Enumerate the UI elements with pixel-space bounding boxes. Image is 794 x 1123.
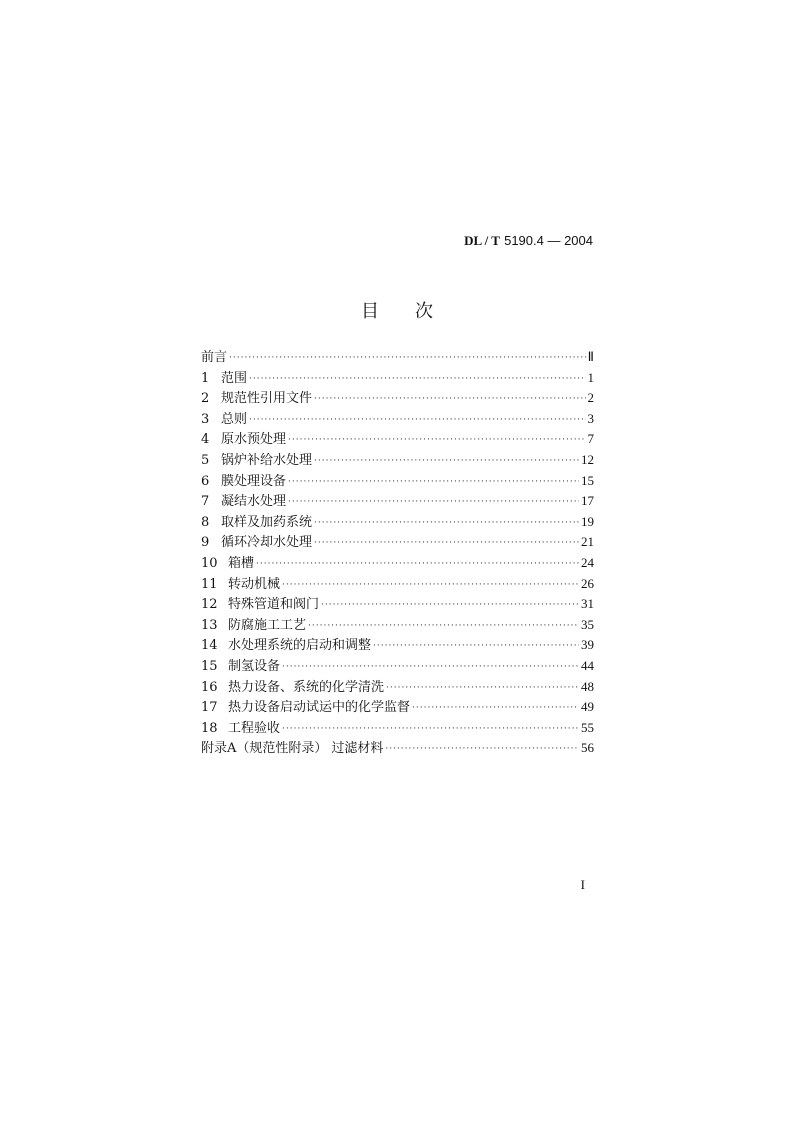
toc-entry-foreword[interactable] <box>201 347 594 368</box>
toc-number: 17 <box>201 700 218 716</box>
toc-page: 2 <box>587 390 594 406</box>
toc-number: 6 <box>201 473 210 489</box>
standard-prefix: DL / T <box>464 233 500 248</box>
toc-entry-2[interactable] <box>201 388 594 409</box>
toc-title: 范围 <box>221 370 248 386</box>
toc-page: 35 <box>581 616 594 632</box>
toc-leader-dots <box>314 389 585 410</box>
toc-title: 锅炉补给水处理 <box>221 452 313 468</box>
toc-leader-dots <box>321 595 579 616</box>
toc-title: 防腐施工工艺 <box>228 617 307 633</box>
toc-number: 18 <box>201 720 218 736</box>
toc-page: 15 <box>581 472 594 488</box>
toc-page: 17 <box>581 493 594 509</box>
toc-number: 8 <box>201 514 210 530</box>
toc-leader-dots <box>288 492 579 513</box>
toc-title: 前言 <box>201 350 228 365</box>
toc-leader-dots <box>314 451 579 472</box>
page-number: I <box>580 877 585 892</box>
toc-number: 3 <box>201 411 210 427</box>
toc-page: 12 <box>581 451 594 467</box>
toc-page: 24 <box>581 554 594 570</box>
toc-entry-13[interactable] <box>201 615 594 636</box>
toc-title: 取样及加药系统 <box>221 514 313 530</box>
toc-leader-dots <box>412 698 579 719</box>
toc-subtitle: 过滤材料 <box>331 741 384 757</box>
toc-entry-10[interactable] <box>201 553 594 574</box>
toc-page: 39 <box>581 637 594 653</box>
toc-leader-dots <box>314 513 579 534</box>
toc-entry-16[interactable] <box>201 677 594 698</box>
toc-entry-18[interactable] <box>201 718 594 739</box>
toc-page: 49 <box>581 699 594 715</box>
toc-leader-dots <box>282 719 579 740</box>
toc-title: 制氢设备 <box>228 658 281 674</box>
toc-leader-dots <box>385 739 579 760</box>
toc-number: 11 <box>201 576 218 592</box>
toc-leader-dots <box>288 430 585 451</box>
toc-number: 5 <box>201 452 210 468</box>
toc-number: 13 <box>201 617 218 633</box>
toc-title: 转动机械 <box>228 576 281 592</box>
toc-entry-6[interactable] <box>201 471 594 492</box>
toc-entry-1[interactable] <box>201 368 594 389</box>
toc-entry-7[interactable] <box>201 491 594 512</box>
toc-title: 附录A（规范性附录） <box>201 741 328 757</box>
toc-page: 26 <box>581 575 594 591</box>
toc-leader-dots <box>308 616 579 637</box>
toc-page: 7 <box>587 431 594 447</box>
toc-entry-9[interactable] <box>201 532 594 553</box>
toc-title: 特殊管道和阀门 <box>228 597 320 613</box>
toc-leader-dots <box>282 657 579 678</box>
toc-entry-5[interactable] <box>201 450 594 471</box>
toc-entry-14[interactable] <box>201 635 594 656</box>
toc-entry-15[interactable] <box>201 656 594 677</box>
toc-entry-17[interactable] <box>201 697 594 718</box>
toc-entry-11[interactable] <box>201 574 594 595</box>
toc-leader-dots <box>386 678 579 699</box>
toc-page: 31 <box>581 596 594 612</box>
toc-page: 56 <box>581 740 594 756</box>
toc-entry-appendix-a[interactable] <box>201 738 594 759</box>
toc-entry-4[interactable] <box>201 429 594 450</box>
toc-page: 19 <box>581 513 594 529</box>
toc-leader-dots <box>229 348 586 369</box>
toc-number: 9 <box>201 535 210 551</box>
standard-number: 5190.4 — 2004 <box>504 233 593 248</box>
toc-leader-dots <box>249 410 585 431</box>
toc-title: 工程验收 <box>228 720 281 736</box>
toc-page: Ⅱ <box>587 349 594 364</box>
toc-page: 48 <box>581 678 594 694</box>
toc-page: 44 <box>581 657 594 673</box>
table-of-contents <box>201 347 594 759</box>
toc-title: 循环冷却水处理 <box>221 535 313 551</box>
toc-leader-dots <box>256 554 579 575</box>
toc-number: 2 <box>201 391 210 407</box>
toc-title: 膜处理设备 <box>221 473 287 489</box>
toc-title: 水处理系统的启动和调整 <box>228 638 372 654</box>
toc-number: 1 <box>201 370 210 386</box>
page-title: 目次 <box>361 301 469 322</box>
toc-leader-dots <box>249 369 585 390</box>
toc-entry-8[interactable] <box>201 512 594 533</box>
toc-leader-dots <box>314 533 579 554</box>
toc-page: 1 <box>587 369 594 385</box>
toc-leader-dots <box>373 636 579 657</box>
toc-leader-dots <box>282 575 579 596</box>
toc-title: 热力设备启动试运中的化学监督 <box>228 700 411 716</box>
toc-number: 12 <box>201 597 218 613</box>
toc-title: 总则 <box>221 411 248 427</box>
toc-entry-3[interactable] <box>201 409 594 430</box>
toc-title: 凝结水处理 <box>221 494 287 510</box>
toc-page: 3 <box>587 410 594 426</box>
toc-number: 4 <box>201 432 210 448</box>
toc-title: 热力设备、系统的化学清洗 <box>228 679 385 695</box>
toc-entry-12[interactable] <box>201 594 594 615</box>
toc-number: 10 <box>201 555 218 571</box>
toc-page: 21 <box>581 534 594 550</box>
toc-number: 14 <box>201 638 218 654</box>
toc-number: 7 <box>201 494 210 510</box>
standard-code <box>464 233 593 249</box>
toc-number: 16 <box>201 679 218 695</box>
toc-title: 规范性引用文件 <box>221 391 313 407</box>
toc-leader-dots <box>288 472 579 493</box>
toc-number: 15 <box>201 658 218 674</box>
toc-title: 原水预处理 <box>221 432 287 448</box>
toc-page: 55 <box>581 719 594 735</box>
toc-title: 箱槽 <box>228 555 255 571</box>
